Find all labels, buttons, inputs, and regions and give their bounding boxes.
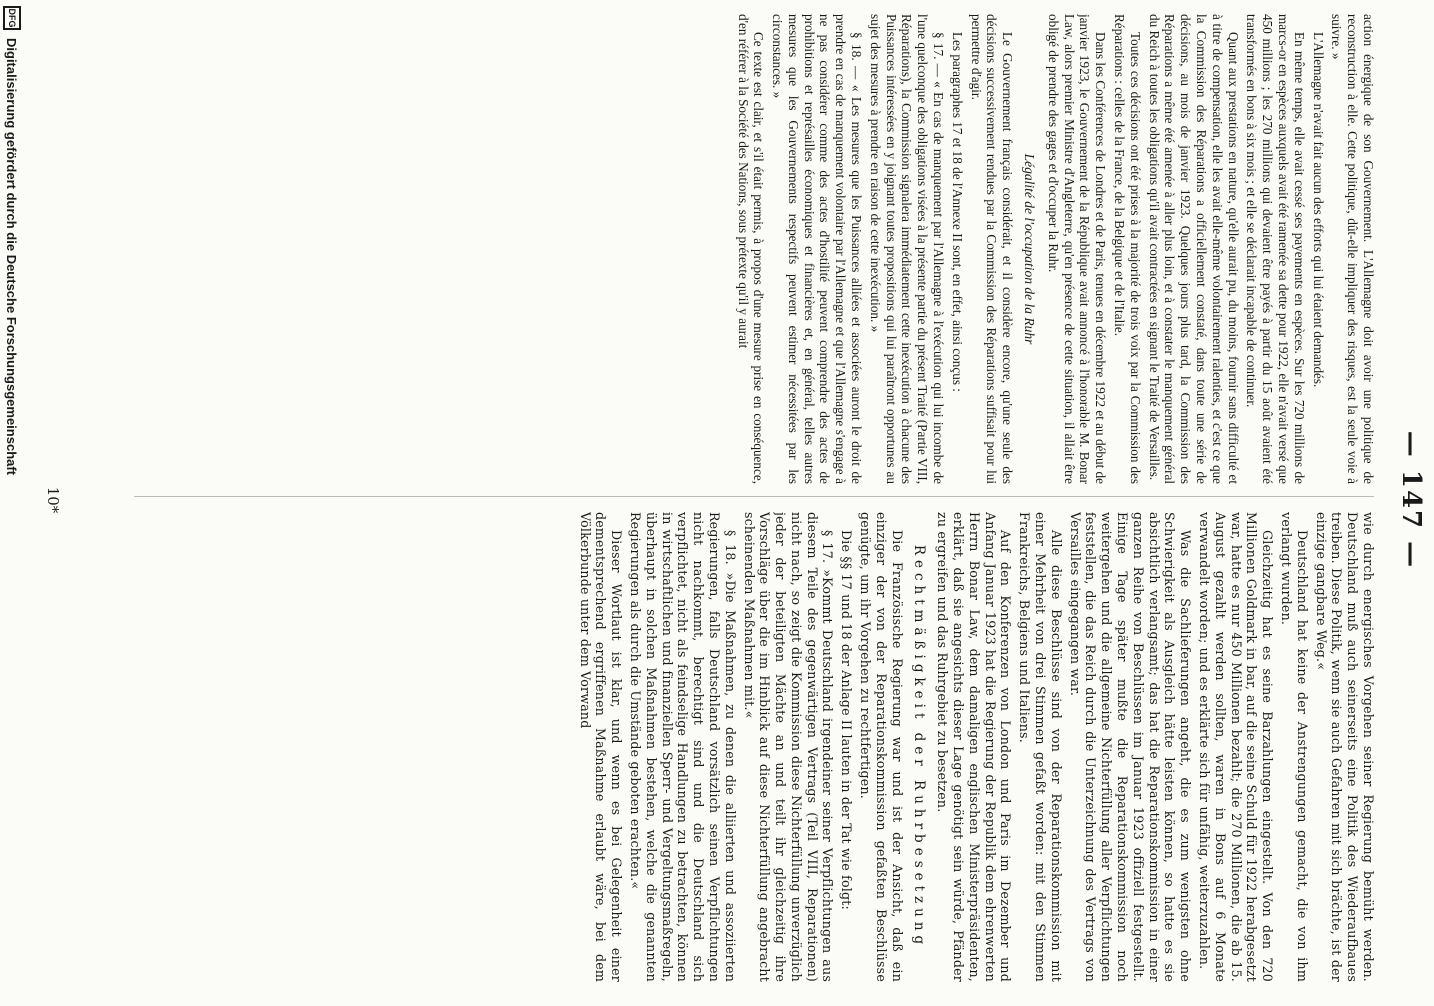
paragraph: § 18. — « Les mesures que les Puissances alliées et associées auront le droit de prendre en cas de manquement volontaire par l'Allemagne et que l'Allemagne s'engage à ne pas considérer comme des actes d'hostilité peuvent comprendre des actes de prohibitions et représailles économiques et financières et, en général, telles autres mesures que les Gouvernements respectifs peuvent estimer nécessitées par les circonstances. »: [770, 14, 865, 484]
paragraph: Dans les Conférences de Londres et de Paris, tenues en décembre 1922 et au début de janvier 1923, le Gouvernement de la République avait annoncé à l'honorable M. Bonar Law, alors premier Ministre d'Angleterre, qu'en présence de cette situation, il allait être obligé de prendre des gages et d'occuper la Ruhr.: [1045, 14, 1109, 484]
paragraph: action énergique de son Gouvernement. L'Allemagne doit avoir une politique de reconstruction à elle. Cette politique, dût-elle impliquer des risques, est la seule voie à suivre. »: [1329, 14, 1376, 484]
paragraph: § 17. — « En cas de manquement par l'Allemagne à l'exécution qui lui incombe de l'une quelconque des obligations visées à la présente partie du présent Traité (Partie VIII, Réparations), la Commission signalera immédiatement cette inexécution à chacune des Puissances intéressées en y joignant toutes propositions qui lui paraîtront opportunes au sujet des mesures à prendre en raison de cette inexécution. »: [867, 14, 947, 484]
french-column: [126, 14, 1376, 484]
paragraph: Alle diese Beschlüsse sind von der Reparationskommission mit einer Mehrheit von drei Stimmen gefaßt worden: mit den Stimmen Frankreichs, Belgiens und Italiens.: [1017, 512, 1064, 982]
paragraph: Was die Sachlieferungen angeht, die es zum wenigsten ohne Schwierigkeit als Ausgleich hätte leisten können, so hatte es sie absichtlich verlangsamt; das hat die Reparationskommission in einer ganzen Reihe von Beschlüssen im Januar 1923 offiziell festgestellt. Einige Tage später mußte die Reparationskommission noch weitergehen und die allgemeine Nichterfüllung aller Verpflichtungen feststellen, die das Reich durch die Unterzeichnung des Vertrags von Versailles eingegangen war.: [1067, 512, 1194, 982]
paragraph: Deutschland hat keine der Anstrengungen gemacht, die von ihm verlangt wurden.: [1279, 512, 1310, 982]
page-number-header: — 147 —: [1396, 430, 1426, 570]
section-heading: Rechtmäßigkeit der Ruhrbesetzung: [911, 544, 928, 950]
paragraph: L'Allemagne n'avait fait aucun des efforts qui lui étaient demandés.: [1310, 32, 1326, 388]
paragraph: § 17. »Kommt Deutschland irgendeiner seiner Verpflichtungen aus diesem Teile des gegenwärtigen Vertrags (Teil VIII, Reparationen) nicht nach, so zeigt die Kommission diese Nichterfüllung unverzüglich jeder der beteiligten Mächte an und teilt ihr gleichzeitig ihre Vorschläge über die im Hinblick auf diese Nichterfüllung angebracht scheinenden Maßnahmen mit.«: [741, 512, 836, 982]
column-divider: [134, 496, 1374, 497]
paragraph: wie durch energisches Vorgehen seiner Regierung bemüht werden. Deutschland muß auch seinerseits eine Politik des Wiederaufbaues treiben. Diese Politik, wenn sie auch Gefahren mit sich brächte, ist der einzige gangbare Weg.«: [1313, 512, 1376, 982]
paragraph: Ce texte est clair, et s'il était permis, à propos d'une mesure prise en conséquence, d'en référer à la Société des Nations, sous prétexte qu'il y aurait: [735, 14, 767, 484]
paragraph: Die Französische Regierung war und ist der Ansicht, daß ein einziger der von der Reparationskommission gefaßten Beschlüsse genügte, um ihr Vorgehen zu rechtfertigen.: [858, 512, 905, 982]
dfg-logo-icon: DFG: [3, 6, 21, 30]
paragraph: § 18. »Die Maßnahmen, zu denen die alliierten und assoziierten Regierungen, falls Deutschland vorsätzlich seinen Verpflichtungen nicht nachkommt, berechtigt sind und die Deutschland sich verpflichtet, nicht als feindselige Handlungen zu betrachten, können in wirtschaftlichen und finanziellen Sperr- und Vergeltungsmaßregeln, überhaupt in solchen Maßnahmen bestehen, welche die genannten Regierungen als durch die Umstände geboten erachten.«: [627, 512, 738, 982]
paragraph: Auf den Konferenzen von London und Paris im Dezember und Anfang Januar 1923 hat die Regierung der Republik dem ehrenwerten Herrn Bonar Law, dem damaligen englischen Ministerpräsidenten, erklärt, daß sie angesichts dieser Lage genötigt sein würde, Pfänder zu ergreifen und das Ruhrgebiet zu besetzen.: [935, 512, 1014, 982]
paragraph: Dieser Wortlaut ist klar, und wenn es bei Gelegenheit einer dementsprechend ergriffenen Maßnahme erlaubt wäre, bei dem Völkerbunde unter dem Vorwand: [577, 512, 625, 982]
credit-text: Digitalisierung gefördert durch die Deutsche Forschungsgemeinschaft: [4, 38, 20, 476]
paragraph: Die §§ 17 und 18 der Anlage II lauten in der Tat wie folgt:: [839, 530, 855, 910]
paragraph: En même temps, elle avait cessé ses payements en espèces. Sur les 720 millions de marcs-or en espèces auxquels avait été ramenée sa dette pour 1922, elle n'avait versé que 450 millions ; les 270 millions qui devaient être payés à partir du 15 août avaient été transformés en bons à six mois ; et elle se déclarait incapable de continuer.: [1244, 14, 1307, 484]
paragraph: Les paragraphes 17 et 18 de l'Annexe II sont, en effet, ainsi conçus :: [949, 32, 965, 392]
german-column: [126, 512, 1376, 982]
signature-mark: 10*: [44, 486, 62, 514]
paragraph: Gleichzeitig hat es seine Barzahlungen eingestellt. Von den 720 Millionen Goldmark in bar, auf die seine Schuld für 1922 herabgesetzt war, hatte es nur 450 Millionen bezahlt; die 270 Millionen, die ab 15. August gezahlt werden sollten, waren in Bons auf 6 Monate verwandelt worden; und es erklärte sich für unfähig, weiterzuzahlen.: [1197, 512, 1276, 982]
section-heading: Légalité de l'occupation de la Ruhr: [1022, 153, 1038, 345]
paragraph: Le Gouvernement français considérait, et il considère encore, qu'une seule des décisions successivement rendues par la Commission des Réparations suffisait pour lui permettre d'agir.: [968, 14, 1016, 484]
paragraph: Toutes ces décisions ont été prises à la majorité de trois voix par la Commission des Réparations : celles de la France, de la Belgique et de l'Italie.: [1112, 14, 1143, 484]
digitization-credit: [0, 0, 24, 1006]
paragraph: Quant aux prestations en nature, qu'elle aurait pu, du moins, fournir sans difficulté et à titre de compensation, elle les avait elle-même volontairement ralenties, et c'est ce que la Commission des Réparations a officiellement constaté, dans toute une série de décisions, au mois de janvier 1923. Quelques jours plus tard, la Commission des Réparations a même été amenée à aller plus loin, et à constater le manquement général du Reich à toutes les obligations qu'il avait contractées en signant le Traité de Versailles.: [1146, 14, 1241, 484]
